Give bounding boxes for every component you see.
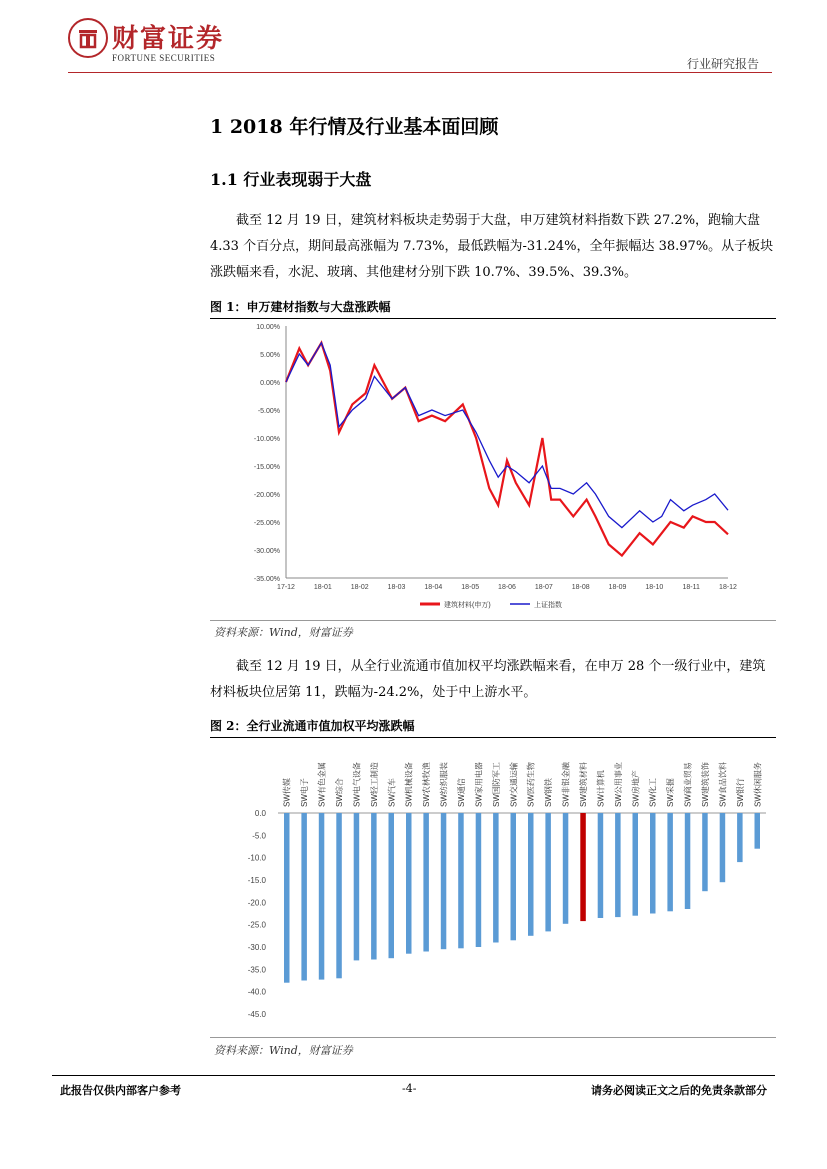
bar	[336, 813, 342, 978]
section-title: 1 2018 年行情及行业基本面回顾	[210, 116, 499, 138]
category-label: SW传媒	[282, 778, 292, 807]
category-label: SW医药生物	[526, 762, 536, 807]
y-tick-label: -15.00%	[253, 464, 280, 471]
bar	[580, 813, 586, 921]
category-label: SW计算机	[596, 770, 606, 807]
bar	[685, 813, 691, 909]
x-tick-label: 17-12	[277, 584, 295, 591]
y-tick-label: -20.00%	[253, 492, 280, 499]
category-label: SW化工	[648, 778, 658, 807]
footer-right: 请务必阅读正文之后的免责条款部分	[591, 1084, 767, 1097]
header-divider	[68, 72, 772, 73]
report-type: 行业研究报告	[686, 57, 759, 71]
y-tick-label: 5.00%	[260, 352, 280, 359]
figure-1-title: 图 1：申万建材指数与大盘涨跌幅	[210, 298, 776, 319]
bar	[284, 813, 290, 983]
category-label: SW电气设备	[352, 762, 362, 807]
bar	[720, 813, 726, 882]
bar	[755, 813, 761, 849]
y-tick-label: -10.0	[247, 853, 266, 863]
bar	[301, 813, 307, 981]
y-tick-label: -25.00%	[253, 520, 280, 527]
category-label: SW通信	[457, 778, 466, 807]
y-tick-label: -15.0	[247, 876, 266, 885]
footer-divider	[52, 1075, 775, 1076]
logo-emblem	[68, 18, 108, 58]
paragraph-1	[210, 208, 776, 286]
x-tick-label: 18-05	[461, 584, 480, 591]
footer-left: 此报告仅供内部客户参考	[60, 1084, 181, 1097]
bar	[458, 813, 464, 948]
x-tick-label: 18-02	[350, 584, 369, 591]
category-label: SW电子	[300, 778, 310, 807]
figure-1-source: 资料来源：Wind，财富证券	[214, 626, 353, 639]
category-label: SW房地产	[631, 770, 641, 807]
bar	[319, 813, 325, 980]
bar	[633, 813, 639, 916]
y-tick-label: -30.00%	[253, 548, 280, 555]
bar	[493, 813, 499, 943]
logo-english: FORTUNE SECURITIES	[112, 53, 216, 63]
category-label: SW银行	[735, 778, 745, 807]
figure-2	[210, 736, 776, 1038]
bar	[423, 813, 429, 952]
x-tick-label: 18-12	[719, 584, 737, 591]
bar	[389, 813, 395, 958]
y-tick-label: -10.00%	[253, 436, 280, 443]
figure-1	[210, 316, 776, 621]
x-tick-label: 18-11	[682, 584, 700, 591]
bar	[354, 813, 360, 960]
bar	[563, 813, 569, 924]
bar	[441, 813, 447, 949]
x-tick-label: 18-01	[313, 584, 332, 591]
subsection-title: 1.1 行业表现弱于大盘	[210, 170, 372, 189]
bar	[528, 813, 534, 936]
bar	[737, 813, 743, 862]
y-tick-label: 0.0	[254, 809, 266, 818]
x-tick-label: 18-03	[387, 584, 406, 591]
figure-2-title: 图 2：全行业流通市值加权平均涨跌幅	[210, 717, 776, 738]
bar	[650, 813, 656, 914]
y-tick-label: -5.0	[252, 831, 266, 841]
category-label: SW交通运输	[509, 762, 519, 807]
figure-2-source: 资料来源：Wind，财富证券	[214, 1044, 353, 1057]
bar	[615, 813, 621, 917]
legend-label: 建筑材料(申万)	[444, 602, 491, 609]
category-label: SW非银金融	[561, 762, 571, 807]
paragraph-2-text: 截至 12 月 19 日，从全行业流通市值加权平均涨跌幅来看，在申万 28 个一级行业中，建筑材料板块位居第 11，跌幅为-24.2%，处于中上游水平。	[210, 659, 766, 700]
category-label: SW汽车	[387, 778, 397, 807]
category-label: SW有色金属	[317, 762, 327, 807]
bar-chart	[210, 736, 776, 1037]
category-label: SW轻工制造	[369, 762, 379, 807]
category-label: SW采掘	[666, 778, 676, 807]
x-tick-label: 18-08	[571, 584, 590, 591]
y-tick-label: -25.0	[247, 920, 266, 930]
category-label: SW综合	[335, 778, 344, 807]
category-label: SW国防军工	[491, 762, 501, 807]
bar	[476, 813, 482, 947]
page-number: -4-	[402, 1082, 417, 1095]
paragraph-1-text: 截至 12 月 19 日，建筑材料板块走势弱于大盘，申万建筑材料指数下跌 27.2%，跑输大盘 4.33 个百分点，期间最高涨幅为 7.73%，最低跌幅为-31.24%，全年振幅达 38.97%。从子板块涨跌幅来看，水泥、玻璃、其他建材分别下跌 10.7%、39.5%、39.3%。	[210, 213, 774, 280]
y-tick-label: -5.00%	[257, 408, 280, 415]
legend-label: 上证指数	[534, 602, 562, 609]
y-tick-label: -20.0	[247, 898, 266, 908]
y-tick-label: -35.0	[247, 965, 266, 975]
y-tick-label: -30.0	[247, 943, 266, 952]
category-label: SW纺织服装	[439, 762, 449, 807]
y-tick-label: -40.0	[247, 987, 266, 997]
category-label: SW食品饮料	[718, 762, 728, 807]
logo-icon	[70, 20, 106, 56]
paragraph-2	[210, 654, 776, 706]
category-label: SW休闲服务	[753, 762, 763, 807]
category-label: SW机械设备	[404, 762, 414, 807]
category-label: SW建筑材料	[579, 762, 588, 807]
bar	[511, 813, 517, 940]
y-tick-label: -45.0	[247, 1010, 266, 1019]
category-label: SW钢铁	[544, 778, 554, 807]
x-tick-label: 18-04	[424, 584, 443, 591]
category-label: SW商业贸易	[683, 762, 693, 807]
category-label: SW建筑装饰	[701, 762, 710, 807]
bar	[598, 813, 604, 918]
series-line	[286, 343, 728, 556]
category-label: SW家用电器	[474, 762, 484, 807]
bar	[406, 813, 412, 954]
bar	[371, 813, 377, 960]
y-tick-label: 0.00%	[260, 380, 280, 387]
x-tick-label: 18-09	[608, 584, 627, 591]
logo-chinese: 财富证券	[112, 24, 225, 54]
y-tick-label: 10.00%	[256, 324, 280, 331]
bar	[667, 813, 673, 911]
series-line	[286, 343, 728, 528]
line-chart	[210, 316, 776, 620]
bar	[702, 813, 708, 891]
x-tick-label: 18-07	[534, 584, 553, 591]
category-label: SW农林牧渔	[422, 762, 432, 807]
x-tick-label: 18-10	[645, 584, 664, 591]
x-tick-label: 18-06	[498, 584, 516, 591]
y-tick-label: -35.00%	[253, 576, 280, 583]
bar	[545, 813, 551, 931]
category-label: SW公用事业	[613, 762, 623, 807]
